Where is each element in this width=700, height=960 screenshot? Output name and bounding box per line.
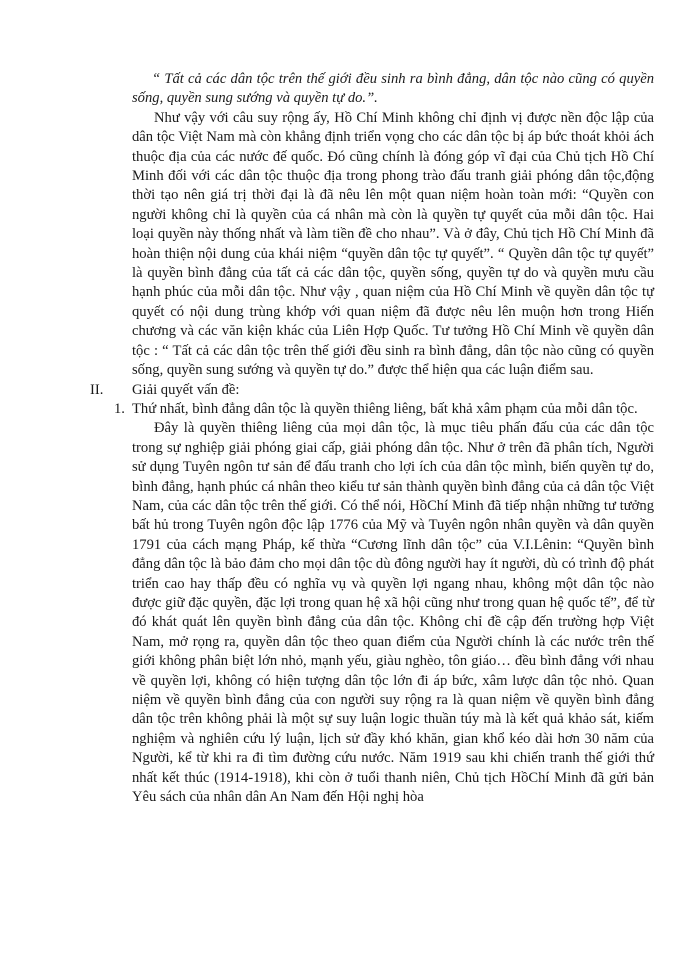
body-paragraph-1: Như vậy với câu suy rộng ấy, Hồ Chí Minh không chỉ định vị được nền độc lập của dân tộc Việt Nam mà còn khẳng định triển vọng cho các dân tộc bị áp bức thoát khỏi ách thuộc địa của các nước đế quốc. Đó cũng chính là đóng góp vĩ đại của Chủ tịch Hồ Chí Minh đối với các dân tộc thuộc địa trong phong trào đấu tranh giải phóng dân tộc,động thời tạo nên giá trị thời đại là đã nêu lên một quan niệm hoàn toàn mới: “Quyền con người không chỉ là quyền của cá nhân mà còn là quyền tự quyết của mỗi dân tộc. Hai loại quyền này thống nhất và làm tiền đề cho nhau”. Và ở đây, Chủ tịch Hồ Chí Minh đã hoàn thiện nội dung của khái niệm “quyền dân tộc tự quyết”. “ Quyền dân tộc tự quyết” là quyền bình đẳng của tất cả các dân tộc, quyền sống, quyền tự do và quyền mưu cầu hạnh phúc của mỗi dân tộc. Như vậy , quan niệm của Hồ Chí Minh về quyền dân tộc tự quyết có nội dung trùng khớp với quan niệm đã được nêu lên muộn hơn trong Hiến chương và các văn kiện khác của Liên Hợp Quốc. Tư tưởng Hồ Chí Minh về quyền dân tộc : “ Tất cả các dân tộc trên thế giới đều sinh ra bình đẳng, dân tộc nào cũng có quyền sống, quyền sung sướng và quyền tự do.” được thể hiện qua các luận điểm sau. <box>132 109 654 379</box>
list-item-heading <box>114 400 654 419</box>
section-number: II. <box>90 381 104 398</box>
section-title: Giải quyết vấn đề: <box>132 381 240 398</box>
list-item-title: Thứ nhất, bình đẳng dân tộc là quyền thiêng liêng, bất khả xâm phạm của mỗi dân tộc. <box>132 400 638 417</box>
opening-quote: “ Tất cả các dân tộc trên thế giới đều sinh ra bình đẳng, dân tộc nào cũng có quyền sống, quyền sung sướng và quyền tự do.”. <box>132 71 654 107</box>
body-paragraph-2: Đây là quyền thiêng liêng của mọi dân tộc, là mục tiêu phấn đấu của các dân tộc trong sự nghiệp giải phóng giai cấp, giải phóng dân tộc. Như ở trên đã phân tích, Người sử dụng Tuyên ngôn tư sản để đấu tranh cho lợi ích của dân tộc mình, biến quyền tự do, bình đẳng, hạnh phúc cá nhân theo kiểu tư sản thành quyền bình đẳng của cả dân tộc Việt Nam, của các dân tộc trên thế giới. Có thể nói, HồChí Minh đã tiếp nhận những tư tưởng bất hủ trong Tuyên ngôn độc lập 1776 của Mỹ và Tuyên ngôn nhân quyền và dân quyền 1791 của cách mạng Pháp, kế thừa “Cương lĩnh dân tộc” của V.I.Lênin: “Quyền bình đẳng dân tộc là bảo đảm cho mọi dân tộc dù đông người hay ít người, dù có trình độ phát triển cao hay thấp đều có nghĩa vụ và quyền lợi ngang nhau, không một dân tộc nào được giữ đặc quyền, đặc lợi trong quan hệ xã hội cũng như trong quan hệ quốc tế”, để từ đó khát quát lên quyền bình đẳng của dân tộc. Không chỉ đề cập đến trường hợp Việt Nam, mở rọng ra, quyền dân tộc theo quan điểm của Người chính là các nước trên thế giới không phân biệt lớn nhỏ, mạnh yếu, giàu nghèo, tôn giáo… đều bình đẳng với nhau về quyền lợi, không có hiện tượng dân tộc lớn đi áp bức, xâm lược dân tộc nhỏ. Quan niệm về quyền bình đẳng của con người suy rộng ra là quan niệm về quyền bình đẳng dân tộc trên không phải là một sự suy luận logic thuần túy mà là kết quả khảo sát, kiếm nghiệm và nghiên cứu lý luận, lịch sử đầy khó khăn, gian khổ kéo dài hơn 30 năm của Người, kể từ khi ra đi tìm đường cứu nước. Năm 1919 sau khi chiến tranh thế giới thứ nhất kết thúc (1914-1918), khi còn ở tuổi thanh niên, Chủ tịch HồChí Minh đã gửi bản Yêu sách của nhân dân An Nam đến Hội nghị hòa <box>132 420 654 806</box>
list-item-number: 1. <box>114 400 125 417</box>
section-heading <box>90 381 654 400</box>
